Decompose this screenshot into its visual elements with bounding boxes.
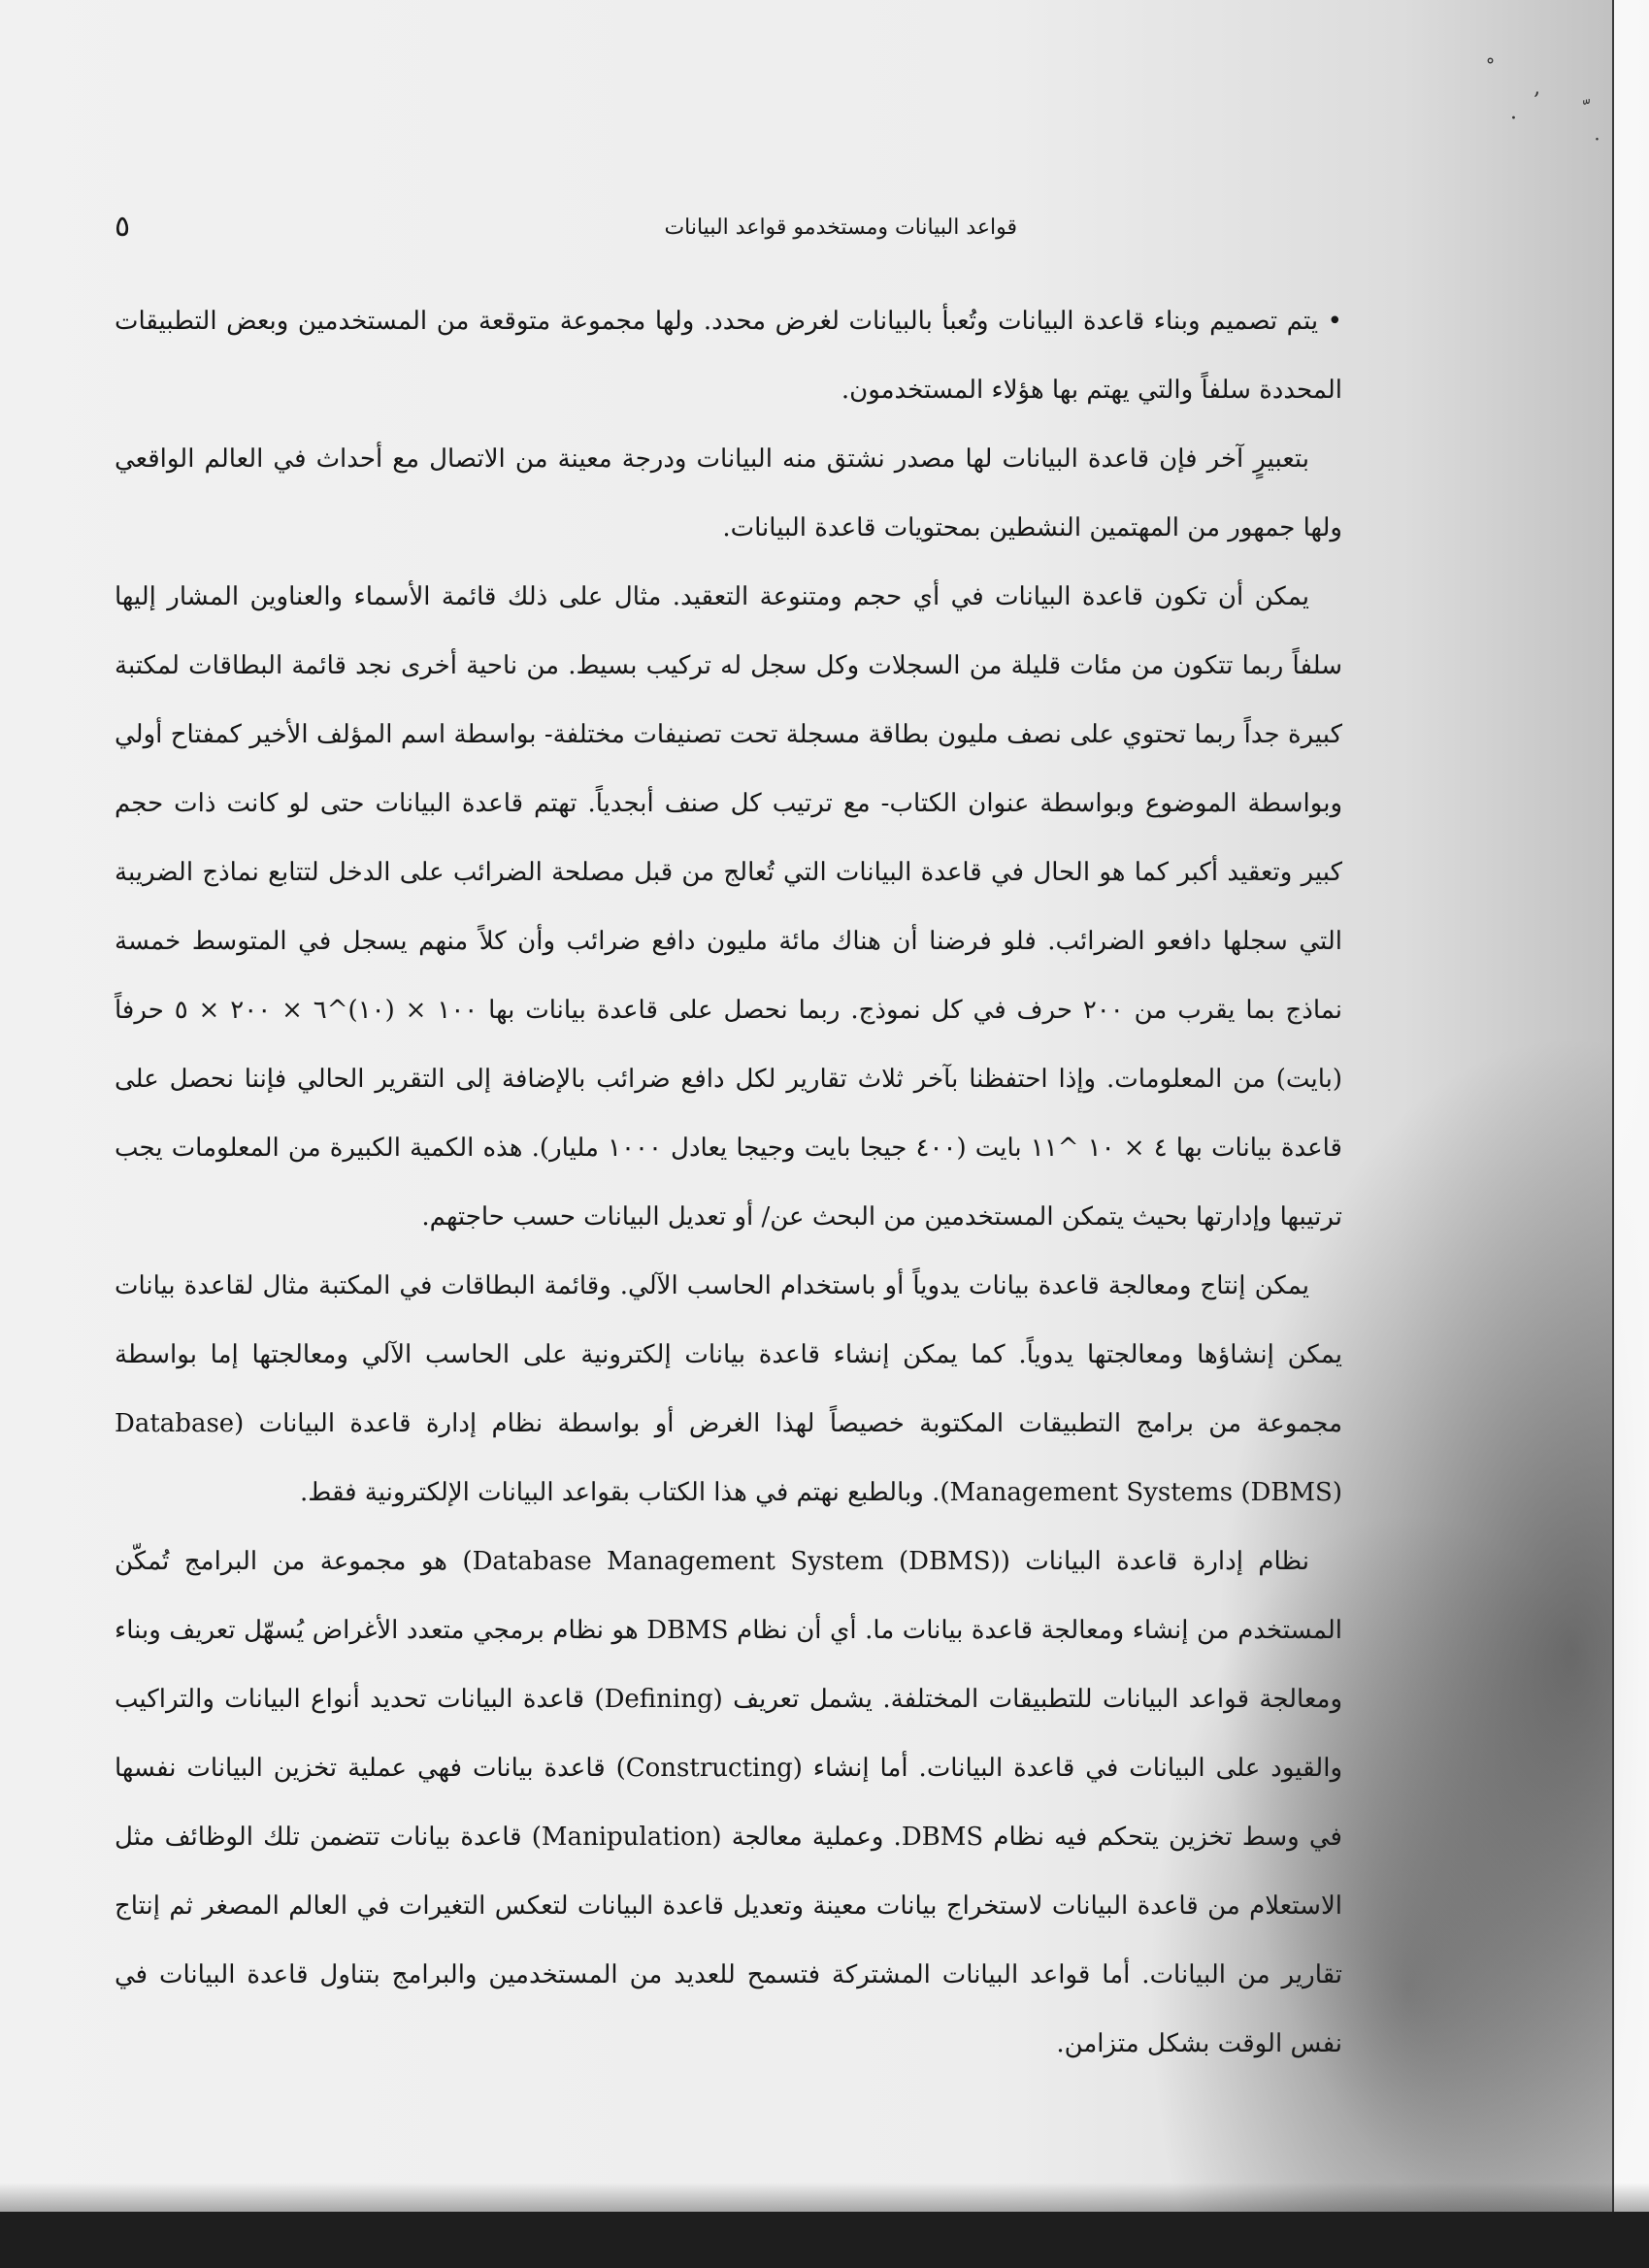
- scan-bottom-band: [0, 2212, 1649, 2268]
- body-text: [115, 287, 1342, 2079]
- scan-shadow: [0, 2183, 1649, 2212]
- paragraph-4: يمكن إنتاج ومعالجة قاعدة بيانات يدوياً أو باستخدام الحاسب الآلي. وقائمة البطاقات في المكتبة مثال لقاعدة بيانات يمكن إنشاؤها ومعالجتها يدوياً. كما يمكن إنشاء قاعدة بيانات إلكترونية على الحاسب الآلي ومعالجتها إما بواسطة مجموعة من برامج التطبيقات المكتوبة خصيصاً لهذا الغرض أو بواسطة نظام إدارة قاعدة البيانات (Database Management Systems (DBMS)). وبالطبع نهتم في هذا الكتاب بقواعد البيانات الإلكترونية فقط.: [115, 1271, 1342, 1507]
- running-header: [115, 210, 1347, 254]
- paragraph-1: • يتم تصميم وبناء قاعدة البيانات وتُعبأ بالبيانات لغرض محدد. ولها مجموعة متوقعة من المستخدمين وبعض التطبيقات المحددة سلفاً والتي يهتم بها هؤلاء المستخدمون.: [115, 307, 1342, 405]
- page-number: ٥: [115, 210, 131, 244]
- page-edge-shadow: [1612, 0, 1649, 2268]
- running-title: قواعد البيانات ومستخدمو قواعد البيانات: [664, 215, 1017, 240]
- paragraph-5: نظام إدارة قاعدة البيانات (Database Management System (DBMS)) هو مجموعة من البرامج تُمكّن المستخدم من إنشاء ومعالجة قاعدة بيانات ما. أي أن نظام DBMS هو نظام برمجي متعدد الأغراض يُسهّل تعريف وبناء ومعالجة قواعد البيانات للتطبيقات المختلفة. يشمل تعريف (Defining) قاعدة البيانات تحديد أنواع البيانات والتراكيب والقيود على البيانات في قاعدة البيانات. أما إنشاء (Constructing) قاعدة بيانات فهي عملية تخزين البيانات نفسها في وسط تخزين يتحكم فيه نظام DBMS. وعملية معالجة (Manipulation) قاعدة بيانات تتضمن تلك الوظائف مثل الاستعلام من قاعدة البيانات لاستخراج بيانات معينة وتعديل قاعدة البيانات لتعكس التغيرات في العالم المصغر ثم إنتاج تقارير من البيانات. أما قواعد البيانات المشتركة فتسمح للعديد من المستخدمين والبرامج بتناول قاعدة البيانات في نفس الوقت بشكل متزامن.: [115, 1547, 1342, 2058]
- paragraph-2: بتعبيرٍ آخر فإن قاعدة البيانات لها مصدر نشتق منه البيانات ودرجة معينة من الاتصال مع أحداث في العالم الواقعي ولها جمهور من المهتمين النشطين بمحتويات قاعدة البيانات.: [115, 444, 1342, 542]
- paragraph-3: يمكن أن تكون قاعدة البيانات في أي حجم ومتنوعة التعقيد. مثال على ذلك قائمة الأسماء والعناوين المشار إليها سلفاً ربما تتكون من مئات قليلة من السجلات وكل سجل له تركيب بسيط. من ناحية أخرى نجد قائمة البطاقات لمكتبة كبيرة جداً ربما تحتوي على نصف مليون بطاقة مسجلة تحت تصنيفات مختلفة- بواسطة اسم المؤلف الأخير كمفتاح أولي وبواسطة الموضوع وبواسطة عنوان الكتاب- مع ترتيب كل صنف أبجدياً. تهتم قاعدة البيانات حتى لو كانت ذات حجم كبير وتعقيد أكبر كما هو الحال في قاعدة البيانات التي تُعالج من قبل مصلحة الضرائب على الدخل لتتابع نماذج الضريبة التي سجلها دافعو الضرائب. فلو فرضنا أن هناك مائة مليون دافع ضرائب وأن كلاً منهم يسجل في المتوسط خمسة نماذج بما يقرب من ٢٠٠ حرف في كل نموذج. ربما نحصل على قاعدة بيانات بها ١٠٠ × (١٠)^٦ × ٢٠٠ × ٥ حرفاً (بايت) من المعلومات. وإذا احتفظنا بآخر ثلاث تقارير لكل دافع ضرائب بالإضافة إلى التقرير الحالي فإننا نحصل على قاعدة بيانات بها ٤ × ١٠ ^١١ بايت (٤٠٠ جيجا بايت وجيجا يعادل ١٠٠٠ مليار). هذه الكمية الكبيرة من المعلومات يجب ترتيبها وإدارتها بحيث يتمكن المستخدمين من البحث عن/ أو تعديل البيانات حسب حاجتهم.: [115, 582, 1343, 1232]
- scan-specks: ˚ ‚ · ˙: [1485, 58, 1602, 160]
